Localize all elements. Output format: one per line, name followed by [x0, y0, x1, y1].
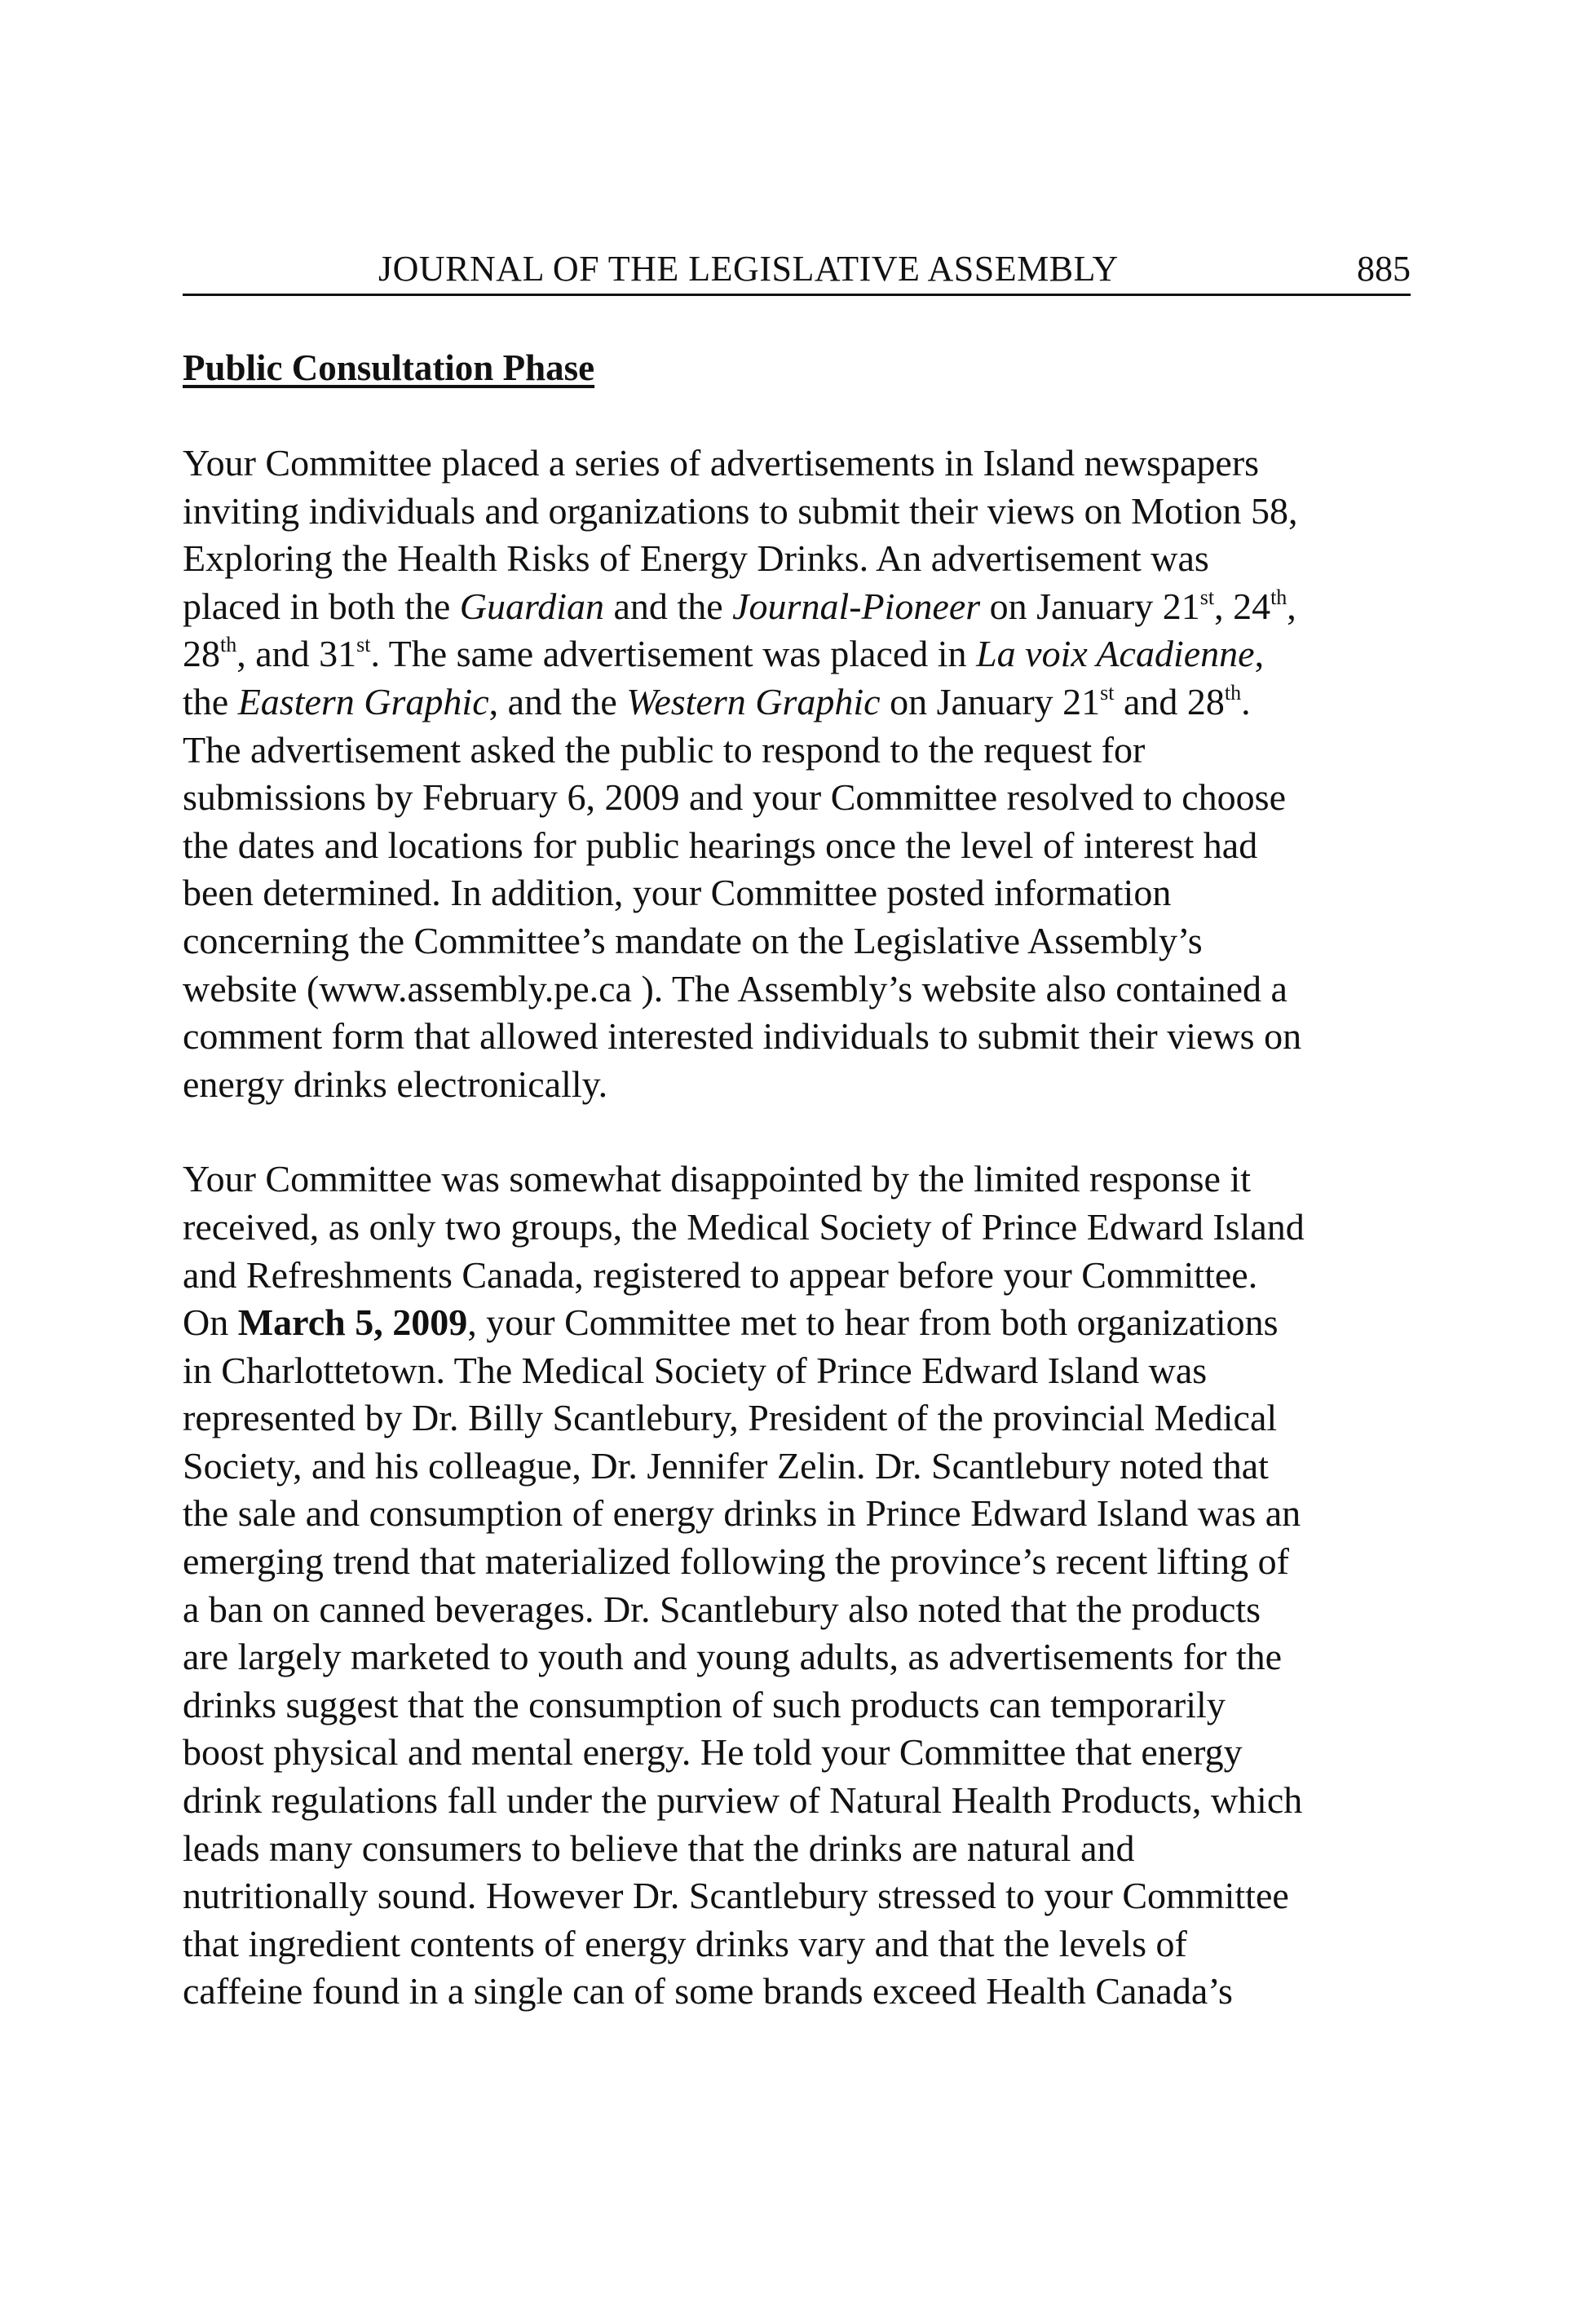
text-line: inviting individuals and organizations to submit their views on Motion 58, [183, 489, 1298, 532]
text-line: in Charlottetown. The Medical Society of Prince Edward Island was [183, 1349, 1208, 1391]
newspaper-name: Eastern Graphic [237, 680, 489, 722]
text-line: Your Committee was somewhat disappointed by the limited response it [183, 1158, 1252, 1200]
text-run: . The same advertisement was placed in [370, 633, 977, 675]
newspaper-name: Western Graphic [626, 680, 881, 722]
text-line: the sale and consumption of energy drinks in Prince Edward Island was an [183, 1492, 1301, 1535]
text-run: on January 21 [880, 680, 1101, 722]
text-run: and 28 [1114, 680, 1225, 722]
document-page [183, 245, 1411, 2016]
text-line: emerging trend that materialized following the province’s recent lifting of [183, 1540, 1289, 1583]
text-run: On [183, 1301, 238, 1344]
text-line: boost physical and mental energy. He told your Committee that energy [183, 1731, 1243, 1774]
text-line: drink regulations fall under the purview of Natural Health Products, which [183, 1779, 1303, 1822]
newspaper-name: Journal-Pioneer [732, 585, 981, 627]
text-run: , and 31 [236, 633, 357, 675]
text-line [183, 583, 1411, 631]
text-line: comment form that allowed interested individuals to submit their views on [183, 1015, 1302, 1058]
text-run: 28 [183, 633, 220, 675]
hearing-date: March 5, 2009 [237, 1301, 468, 1344]
journal-title: JOURNAL OF THE LEGISLATIVE ASSEMBLY [378, 249, 1119, 289]
section-heading: Public Consultation Phase [183, 347, 595, 388]
text-run: , and the [488, 680, 627, 722]
paragraph-advertisements [183, 440, 1411, 1108]
text-line: concerning the Committee’s mandate on the Legislative Assembly’s [183, 919, 1203, 961]
text-run: placed in both the [183, 585, 460, 627]
text-line: Society, and his colleague, Dr. Jennifer Zelin. Dr. Scantlebury noted that [183, 1444, 1269, 1487]
text-line: Your Committee placed a series of advertisements in Island newspapers [183, 442, 1260, 484]
text-line: and Refreshments Canada, registered to appear before your Committee. [183, 1253, 1258, 1296]
ordinal-suffix: th [1270, 585, 1287, 609]
ordinal-suffix: st [356, 633, 371, 657]
text-run: , [1287, 585, 1296, 627]
text-line: the dates and locations for public hearings once the level of interest had [183, 824, 1258, 866]
text-line: nutritionally sound. However Dr. Scantlebury stressed to your Committee [183, 1875, 1289, 1917]
ordinal-suffix: st [1100, 680, 1115, 705]
paragraph-hearings [183, 1155, 1411, 2016]
text-run: on January 21 [980, 585, 1200, 627]
text-run: the [183, 680, 238, 722]
text-run: and the [604, 585, 733, 627]
text-line: that ingredient contents of energy drinks vary and that the levels of [183, 1922, 1187, 1964]
text-line: represented by Dr. Billy Scantlebury, President of the provincial Medical [183, 1397, 1278, 1439]
text-line: a ban on canned beverages. Dr. Scantlebury also noted that the products [183, 1588, 1261, 1630]
text-line: The advertisement asked the public to respond to the request for [183, 728, 1146, 771]
text-line: received, as only two groups, the Medical Society of Prince Edward Island [183, 1205, 1305, 1248]
ordinal-suffix: st [1199, 585, 1215, 609]
text-line: submissions by February 6, 2009 and your Committee resolved to choose [183, 776, 1287, 819]
text-line: drinks suggest that the consumption of such products can temporarily [183, 1683, 1226, 1725]
text-run: , [1254, 633, 1265, 675]
text-line: Exploring the Health Risks of Energy Drinks. An advertisement was [183, 537, 1209, 580]
text-line: are largely marketed to youth and young adults, as advertisements for the [183, 1636, 1283, 1678]
text-run: , 24 [1214, 585, 1271, 627]
newspaper-name: La voix Acadienne [976, 633, 1255, 675]
text-line: been determined. In addition, your Committee posted information [183, 872, 1172, 914]
text-line: leads many consumers to believe that the drinks are natural and [183, 1827, 1135, 1869]
text-line [183, 1299, 1411, 1347]
text-run: . [1241, 680, 1251, 722]
text-line: website (www.assembly.pe.ca ). The Assembly’s website also contained a [183, 967, 1287, 1010]
ordinal-suffix: th [220, 633, 237, 657]
text-line [183, 678, 1411, 727]
ordinal-suffix: th [1224, 680, 1242, 705]
page-number: 885 [1357, 249, 1411, 289]
text-line: energy drinks electronically. [183, 1063, 608, 1105]
text-line [183, 630, 1411, 678]
running-header [183, 245, 1411, 296]
newspaper-name: Guardian [459, 585, 604, 627]
text-run: , your Committee met to hear from both organizations [467, 1301, 1279, 1344]
text-line: caffeine found in a single can of some brands exceed Health Canada’s [183, 1970, 1233, 2013]
